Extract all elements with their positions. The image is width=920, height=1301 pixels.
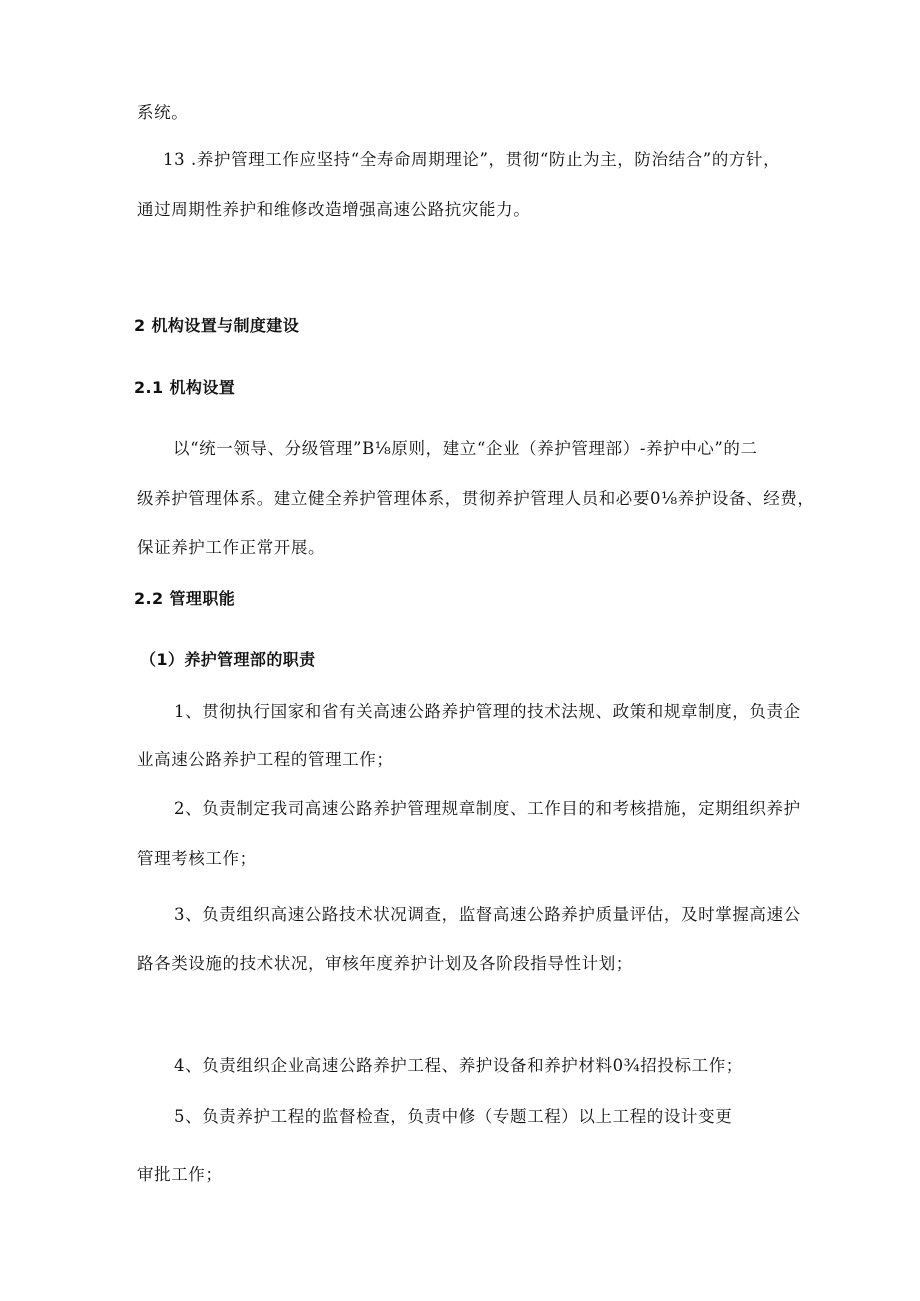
item-5-line-1: 5、负责养护工程的监督检查，负责中修（专题工程）以上工程的设计变更	[174, 1107, 733, 1126]
paragraph-2-1-line-3: 保证养护工作正常开展。	[137, 538, 326, 557]
paragraph-13-line-1: 13 .养护管理工作应坚持“全寿命周期理论”，贯彻“防止为主，防治结合”的方针，	[163, 150, 781, 169]
paragraph-intro-end: 系统。	[137, 103, 189, 122]
item-4-line-1: 4、负责组织企业高速公路养护工程、养护设备和养护材料0¾招投标工作；	[174, 1056, 743, 1075]
paragraph-13-line-2: 通过周期性养护和维修改造增强高速公路抗灾能力。	[137, 200, 531, 219]
item-1-line-1: 1、贯彻执行国家和省有关高速公路养护管理的技术法规、政策和规章制度，负责企	[174, 702, 801, 721]
item-5-line-2: 审批工作；	[137, 1165, 223, 1184]
subsection-1-heading: （1）养护管理部的职责	[140, 650, 316, 669]
item-3-line-1: 3、负责组织高速公路技术状况调查，监督高速公路养护质量评估，及时掌握高速公	[174, 905, 801, 924]
section-2-2-heading: 2.2 管理职能	[134, 589, 236, 608]
item-3-line-2: 路各类设施的技术状况，审核年度养护计划及各阶段指导性计划；	[137, 954, 633, 973]
item-2-line-1: 2、负责制定我司高速公路养护管理规章制度、工作目的和考核措施，定期组织养护	[174, 799, 801, 818]
paragraph-2-1-line-2: 级养护管理体系。建立健全养护管理体系，贯彻养护管理人员和必要0⅛养护设备、经费，	[137, 489, 815, 508]
section-2-heading: 2 机构设置与制度建设	[134, 316, 300, 335]
item-2-line-2: 管理考核工作；	[137, 849, 257, 868]
item-1-line-2: 业高速公路养护工程的管理工作；	[137, 750, 394, 769]
paragraph-2-1-line-1: 以“统一领导、分级管理”B⅛原则，建立“企业（养护管理部）-养护中心”的二	[173, 439, 758, 458]
section-2-1-heading: 2.1 机构设置	[134, 378, 236, 397]
